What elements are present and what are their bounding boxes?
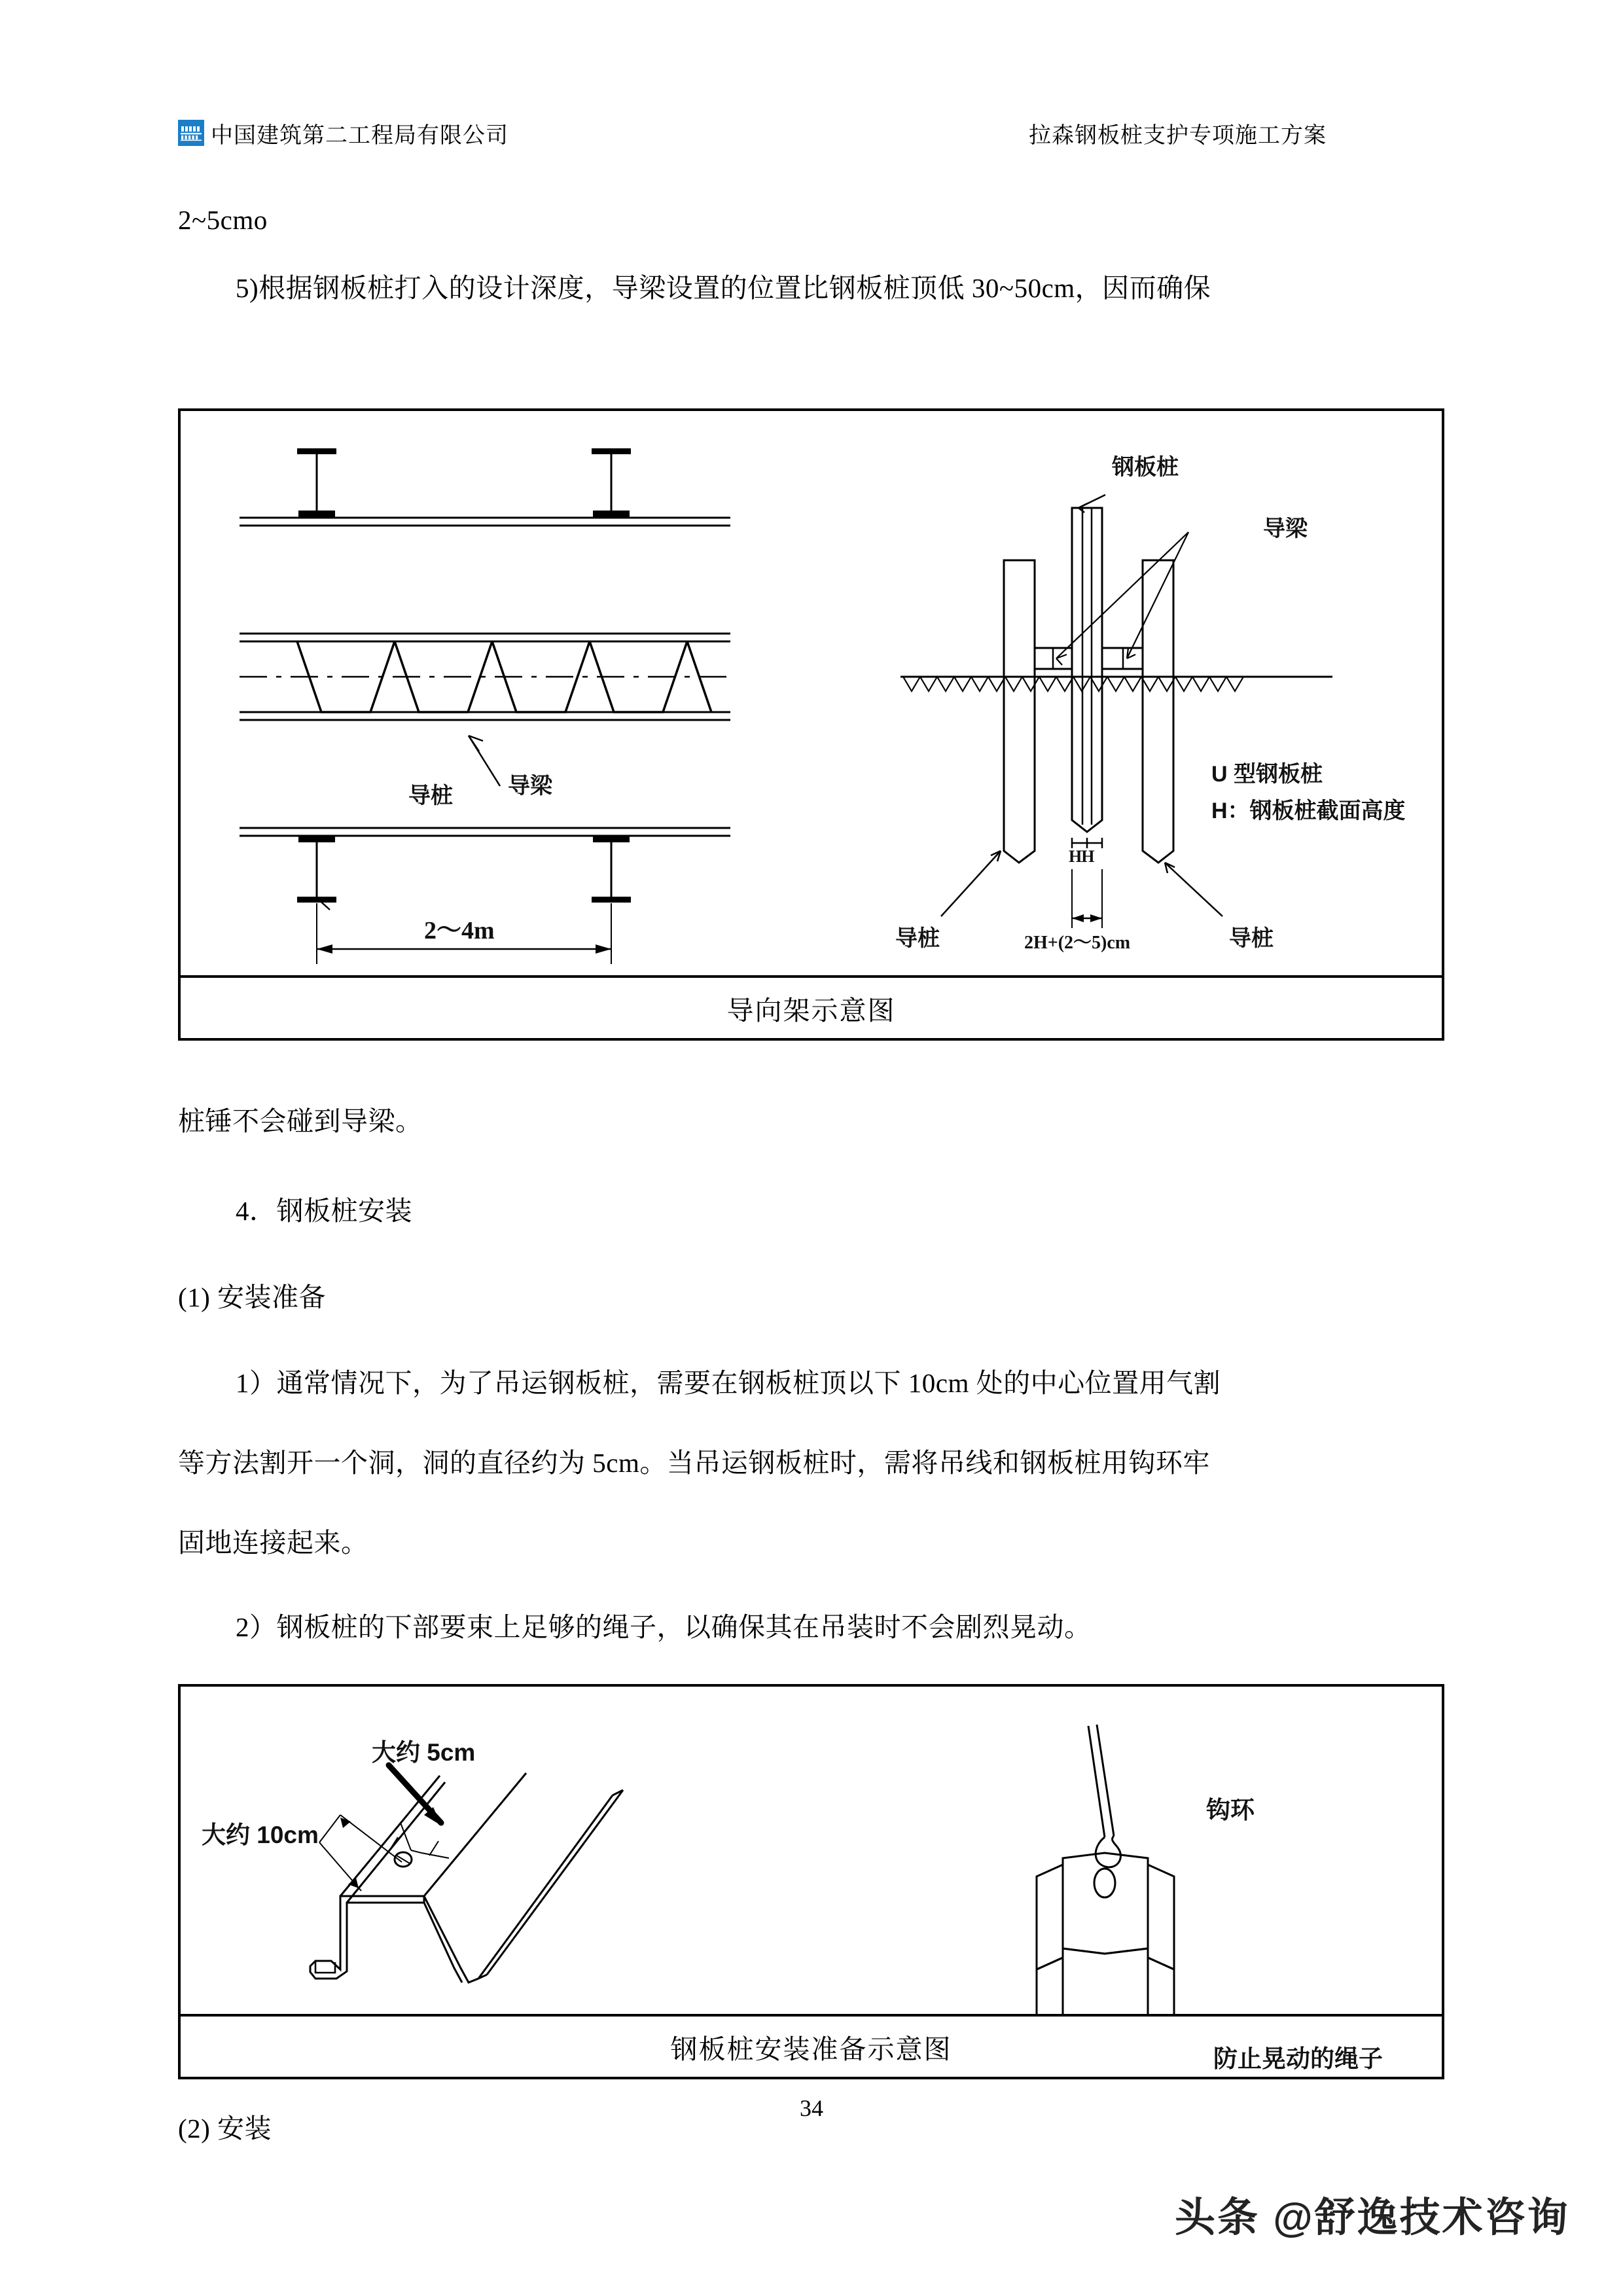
subheading-1-installation-prep: (1) 安装准备 (178, 1282, 327, 1312)
heading-4-sheet-pile-installation: 4．钢板桩安装 (236, 1196, 412, 1226)
header-company-name: 中国建筑第二工程局有限公司 (211, 123, 508, 148)
figure1-label-h-dimension: HH (1069, 847, 1094, 866)
figure1-label-guide-pile-left: 导桩 (895, 926, 940, 951)
figure1-legend-line-2: H：钢板桩截面高度 (1211, 798, 1406, 823)
header-document-title: 拉森钢板桩支护专项施工方案 (1029, 123, 1327, 148)
figure2-label-5cm: 大约 5cm (372, 1739, 476, 1766)
text-item-1-line-3: 固地连接起来。 (178, 1528, 368, 1558)
watermark: 头条 @舒逸技术咨询 (1175, 2195, 1570, 2240)
figure1-label-left-guide-pile: 导桩 (408, 783, 453, 808)
text-item-2-line-1: 2）钢板桩的下部要束上足够的绳子，以确保其在吊装时不会剧烈晃动。 (236, 1612, 1092, 1642)
figure1-label-guide-pile-right: 导桩 (1229, 926, 1274, 951)
header-left (178, 117, 508, 149)
figure2-label-anti-sway-rope: 防止晃动的绳子 (1213, 2045, 1383, 2072)
page-number: 34 (800, 2095, 823, 2121)
figure-2-caption: 钢板桩安装准备示意图 (178, 2017, 1444, 2079)
text-after-figure-1: 桩锤不会碰到导梁。 (178, 1106, 423, 1136)
text-line-top: 2~5cmo (178, 205, 268, 235)
page-header (178, 110, 1444, 156)
figure1-label-guide-beam: 导梁 (1263, 516, 1308, 541)
figure2-label-hook-ring: 钩环 (1206, 1797, 1255, 1823)
figure-1-guide-frame (178, 408, 1444, 978)
figure-1-caption: 导向架示意图 (178, 978, 1444, 1041)
cscec-logo-icon (178, 120, 204, 146)
figure1-legend-line-1: U 型钢板桩 (1211, 762, 1323, 787)
figure1-label-left-guide-beam: 导梁 (508, 774, 552, 798)
figure-1-drawing (181, 411, 1442, 975)
figure2-label-10cm: 大约 10cm (202, 1821, 319, 1848)
figure1-label-width-dimension: 2H+(2～5)cm (1024, 933, 1131, 953)
figure1-label-span-dimension: 2～4m (424, 917, 495, 944)
text-item-1-line-1: 1）通常情况下，为了吊运钢板桩，需要在钢板桩顶以下 10cm 处的中心位置用气割 (236, 1368, 1221, 1398)
figure1-label-sheet-pile: 钢板桩 (1112, 455, 1179, 480)
subheading-2-installation: (2) 安装 (178, 2113, 272, 2144)
text-item-1-line-2: 等方法割开一个洞，洞的直径约为 5cm。当吊运钢板桩时，需将吊线和钢板桩用钩环牢 (178, 1448, 1210, 1478)
text-paragraph-5: 5)根据钢板桩打入的设计深度，导梁设置的位置比钢板桩顶低 30~50cm，因而确保 (236, 273, 1211, 303)
